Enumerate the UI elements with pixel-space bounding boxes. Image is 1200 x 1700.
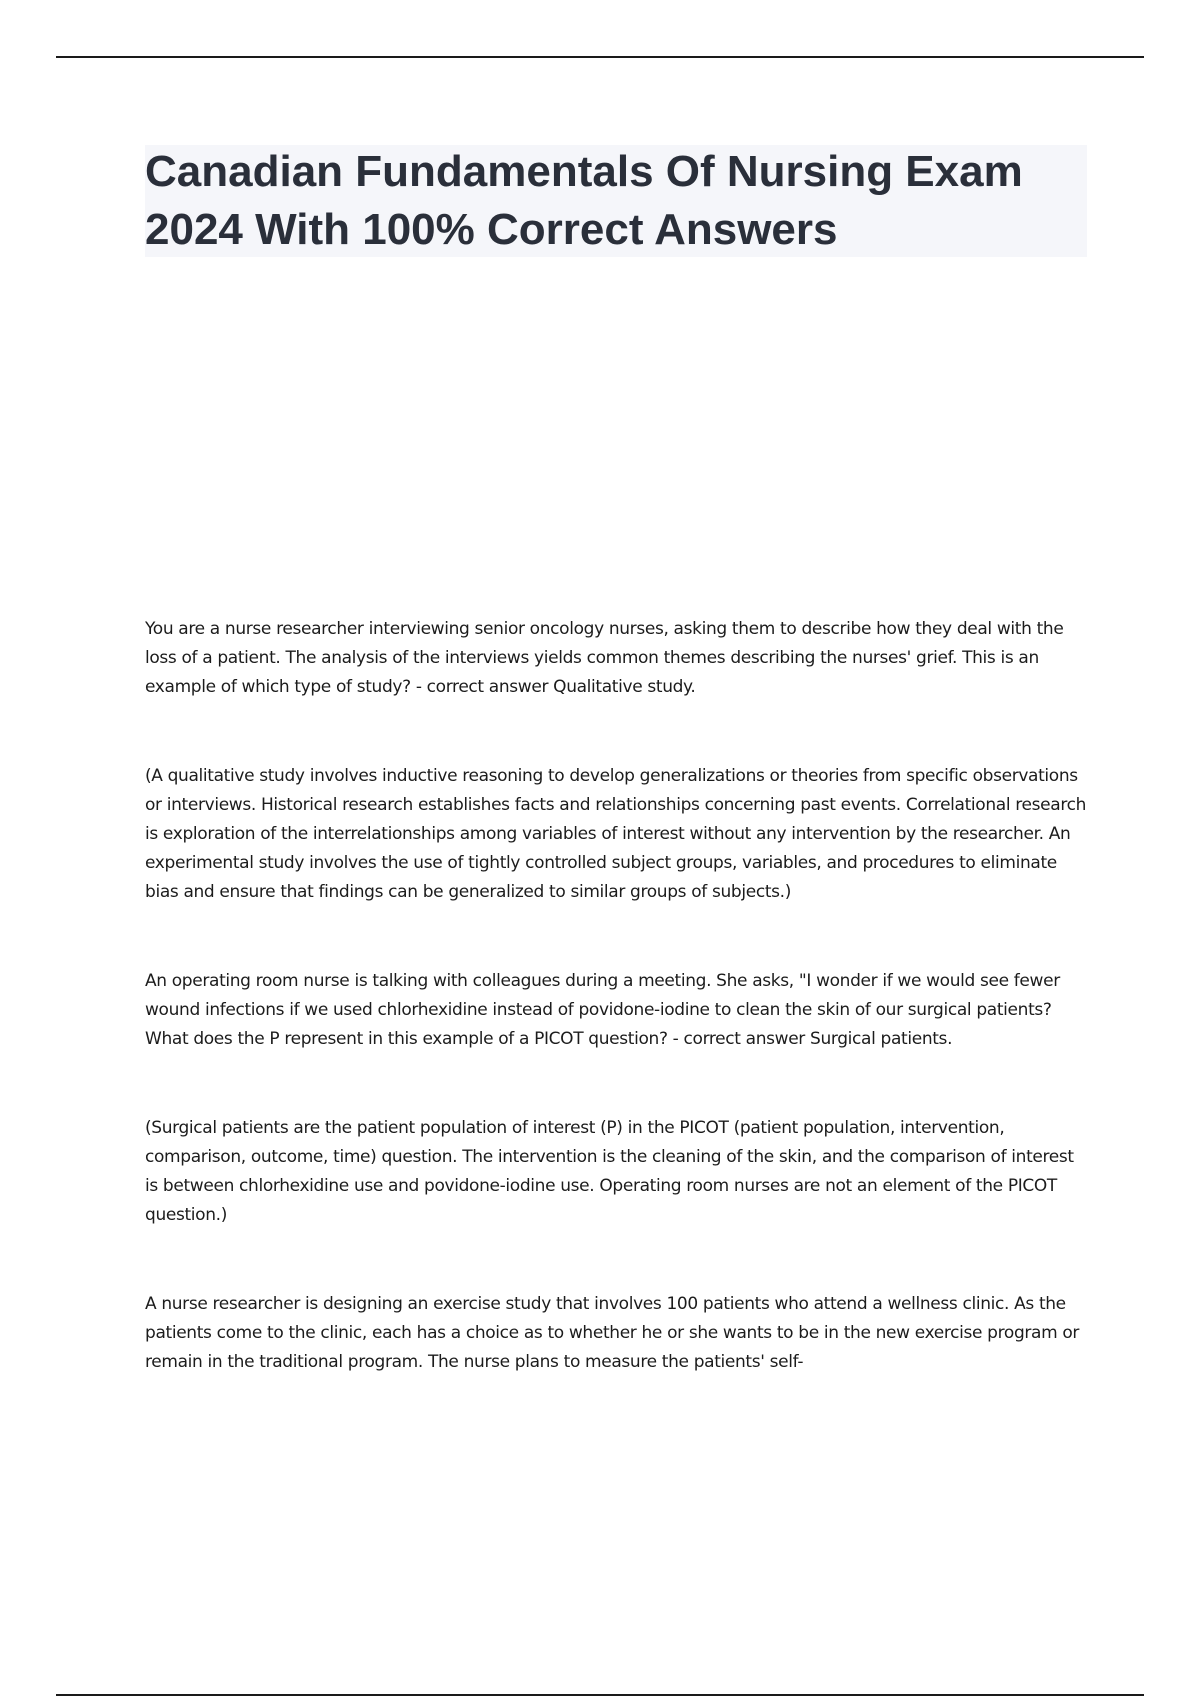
- paragraph-rationale-2: (Surgical patients are the patient population of interest (P) in the PICOT (patient population, intervention, comparison, outcome, time) question. The intervention is the cleaning of the skin, and the comparison of interest is between chlorhexidine use and povidone-iodine use. Operating room nurses are not an element of the PICOT question.): [145, 1118, 1074, 1225]
- paragraph-question-1: You are a nurse researcher interviewing senior oncology nurses, asking them to describe how they deal with the loss of a patient. The analysis of the interviews yields common themes describing the nurses' grief. This is an example of which type of study? - correct answer Qualitative study.: [145, 619, 1064, 697]
- top-divider: [56, 56, 1144, 58]
- bottom-divider: [56, 1694, 1144, 1696]
- document-title: Canadian Fundamentals Of Nursing Exam 2024 With 100% Correct Answers: [145, 147, 1023, 254]
- title-banner: [145, 145, 1087, 257]
- paragraph-question-3: A nurse researcher is designing an exercise study that involves 100 patients who attend a wellness clinic. As the patients come to the clinic, each has a choice as to whether he or she wants to be in the new exercise program or remain in the traditional program. The nurse plans to measure the patients' self-: [145, 1294, 1080, 1372]
- paragraph-rationale-1: (A qualitative study involves inductive reasoning to develop generalizations or theories from specific observations or interviews. Historical research establishes facts and relationships concerning past events. Correlational research is exploration of the interrelationships among variables of interest without any intervention by the researcher. An experimental study involves the use of tightly controlled subject groups, variables, and procedures to eliminate bias and ensure that findings can be generalized to similar groups of subjects.): [145, 766, 1087, 902]
- paragraph-question-2: An operating room nurse is talking with colleagues during a meeting. She asks, "I wonder if we would see fewer wound infections if we used chlorhexidine instead of povidone-iodine to clean the skin of our surgical patients? What does the P represent in this example of a PICOT question? - correct answer Surgical patients.: [145, 971, 1060, 1049]
- document-body: [145, 615, 1090, 1377]
